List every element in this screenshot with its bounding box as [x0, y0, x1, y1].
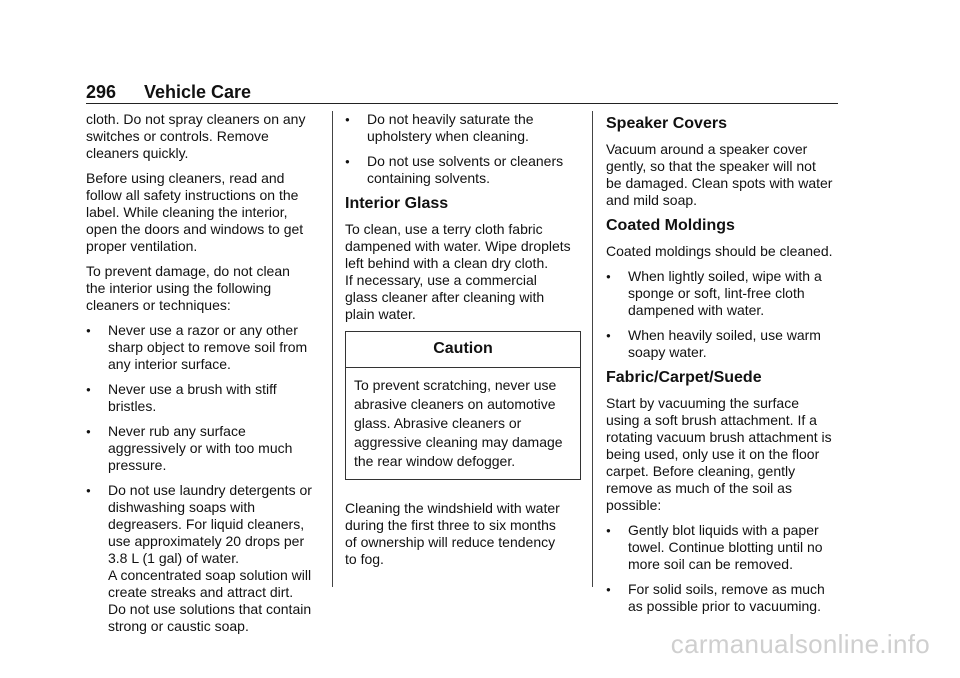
text-line: Start by vacuuming the surface [606, 395, 799, 411]
bullet-icon: ● [86, 385, 91, 394]
text-line: Do not heavily saturate the [367, 111, 534, 127]
text-line: gently, so that the speaker will not [606, 158, 816, 174]
text-line: open the doors and windows to get [86, 221, 304, 237]
bullet-list [345, 111, 581, 187]
text-line: create streaks and attract dirt. [108, 584, 294, 600]
text-line: Do not use solvents or cleaners [367, 153, 564, 169]
text-line: dishwashing soaps with [108, 499, 256, 515]
text-line: sharp object to remove soil from [108, 339, 308, 355]
text-line: soapy water. [628, 344, 707, 360]
bullet-item [606, 581, 842, 615]
text-line: aggressive cleaning may damage [354, 434, 563, 450]
text-line: To clean, use a terry cloth fabric [345, 221, 543, 237]
text-line: Never rub any surface [108, 423, 246, 439]
text-line: cleaners or techniques: [86, 297, 231, 313]
text-line: Before using cleaners, read and [86, 170, 285, 186]
text-line: degreasers. For liquid cleaners, [108, 516, 305, 532]
text-line: glass cleaner after cleaning with [345, 289, 545, 305]
paragraph [86, 263, 322, 314]
bullet-icon: ● [606, 585, 611, 594]
column-3 [606, 111, 842, 623]
text-line: Never use a razor or any other [108, 322, 298, 338]
section-title: Vehicle Care [144, 82, 252, 102]
column-divider [592, 111, 593, 587]
paragraph [345, 500, 581, 568]
caution-box [345, 331, 581, 480]
text-line: proper ventilation. [86, 238, 198, 254]
text-line: the rear window defogger. [354, 453, 516, 469]
bullet-item [606, 327, 842, 361]
paragraph [345, 221, 581, 323]
text-line: A concentrated soap solution will [108, 567, 312, 583]
text-line: switches or controls. Remove [86, 128, 269, 144]
bullet-icon: ● [606, 272, 611, 281]
paragraph [86, 170, 322, 255]
text-line: cleaners quickly. [86, 145, 189, 161]
text-line: of ownership will reduce tendency [345, 534, 556, 550]
text-line: sponge or soft, lint-free cloth [628, 285, 805, 301]
text-line: cloth. Do not spray cleaners on any [86, 111, 306, 127]
column-1 [86, 111, 322, 643]
bullet-icon: ● [345, 115, 350, 124]
text-line: Do not use laundry detergents or [108, 482, 312, 498]
text-line: during the first three to six months [345, 517, 556, 533]
text-line: When heavily soiled, use warm [628, 327, 821, 343]
bullet-item [345, 153, 581, 187]
text-line: possible: [606, 497, 662, 513]
page-header [86, 82, 251, 103]
text-line: Never use a brush with stiff [108, 381, 277, 397]
bullet-icon: ● [345, 157, 350, 166]
bullet-icon: ● [86, 427, 91, 436]
text-line: aggressively or with too much [108, 440, 293, 456]
caution-title: Caution [433, 340, 493, 357]
section-heading: Coated Moldings [606, 217, 735, 234]
bullet-list [86, 322, 322, 635]
text-line: to fog. [345, 551, 384, 567]
bullet-item [606, 268, 842, 319]
text-line: rotating vacuum brush attachment is [606, 429, 832, 445]
text-line: follow all safety instructions on the [86, 187, 299, 203]
text-line: Gently blot liquids with a paper [628, 522, 819, 538]
text-line: towel. Continue blotting until no [628, 539, 823, 555]
text-line: Cleaning the windshield with water [345, 500, 560, 516]
text-line: Vacuum around a speaker cover [606, 141, 808, 157]
text-line: If necessary, use a commercial [345, 272, 537, 288]
bullet-item [86, 482, 322, 635]
text-line: abrasive cleaners on automotive [354, 396, 556, 412]
watermark: carmanualsonline.info [670, 629, 930, 659]
text-line: dampened with water. [628, 302, 765, 318]
text-line: plain water. [345, 306, 416, 322]
text-line: containing solvents. [367, 170, 490, 186]
column-2 [345, 111, 581, 576]
text-line: label. While cleaning the interior, [86, 204, 288, 220]
text-line: use approximately 20 drops per [108, 533, 305, 549]
text-line: For solid soils, remove as much [628, 581, 825, 597]
page-number: 296 [86, 82, 117, 102]
header-rule [86, 103, 838, 104]
text-line: as possible prior to vacuuming. [628, 598, 821, 614]
section-heading: Interior Glass [345, 195, 449, 212]
text-line: using a soft brush attachment. If a [606, 412, 817, 428]
text-line: left behind with a clean dry cloth. [345, 255, 549, 271]
text-line: dampened with water. Wipe droplets [345, 238, 571, 254]
bullet-icon: ● [606, 331, 611, 340]
text-line: bristles. [108, 398, 157, 414]
text-line: strong or caustic soap. [108, 618, 249, 634]
bullet-item [606, 522, 842, 573]
paragraph [86, 111, 322, 162]
column-divider [332, 111, 333, 587]
text-line: more soil can be removed. [628, 556, 793, 572]
text-line: To prevent damage, do not clean [86, 263, 290, 279]
bullet-list [606, 522, 842, 615]
section-heading: Speaker Covers [606, 115, 727, 132]
text-line: remove as much of the soil as [606, 480, 792, 496]
bullet-item [345, 111, 581, 145]
text-line: carpet. Before cleaning, gently [606, 463, 796, 479]
text-line: 3.8 L (1 gal) of water. [108, 550, 239, 566]
bullet-icon: ● [86, 326, 91, 335]
paragraph [606, 395, 842, 514]
text-line: Coated moldings should be cleaned. [606, 243, 833, 259]
bullet-icon: ● [606, 526, 611, 535]
text-line: Do not use solutions that contain [108, 601, 312, 617]
bullet-list [606, 268, 842, 361]
text-line: the interior using the following [86, 280, 272, 296]
paragraph [606, 141, 842, 209]
text-line: any interior surface. [108, 356, 231, 372]
text-line: pressure. [108, 457, 167, 473]
bullet-item [86, 423, 322, 474]
text-line: be damaged. Clean spots with water [606, 175, 833, 191]
bullet-icon: ● [86, 486, 91, 495]
paragraph [606, 243, 842, 260]
text-line: When lightly soiled, wipe with a [628, 268, 822, 284]
caution-body [346, 367, 580, 479]
text-line: and mild soap. [606, 192, 698, 208]
text-line: being used, only use it on the floor [606, 446, 820, 462]
text-line: To prevent scratching, never use [354, 377, 557, 393]
bullet-item [86, 381, 322, 415]
bullet-item [86, 322, 322, 373]
text-line: upholstery when cleaning. [367, 128, 529, 144]
section-heading: Fabric/Carpet/Suede [606, 369, 762, 386]
text-line: glass. Abrasive cleaners or [354, 415, 522, 431]
